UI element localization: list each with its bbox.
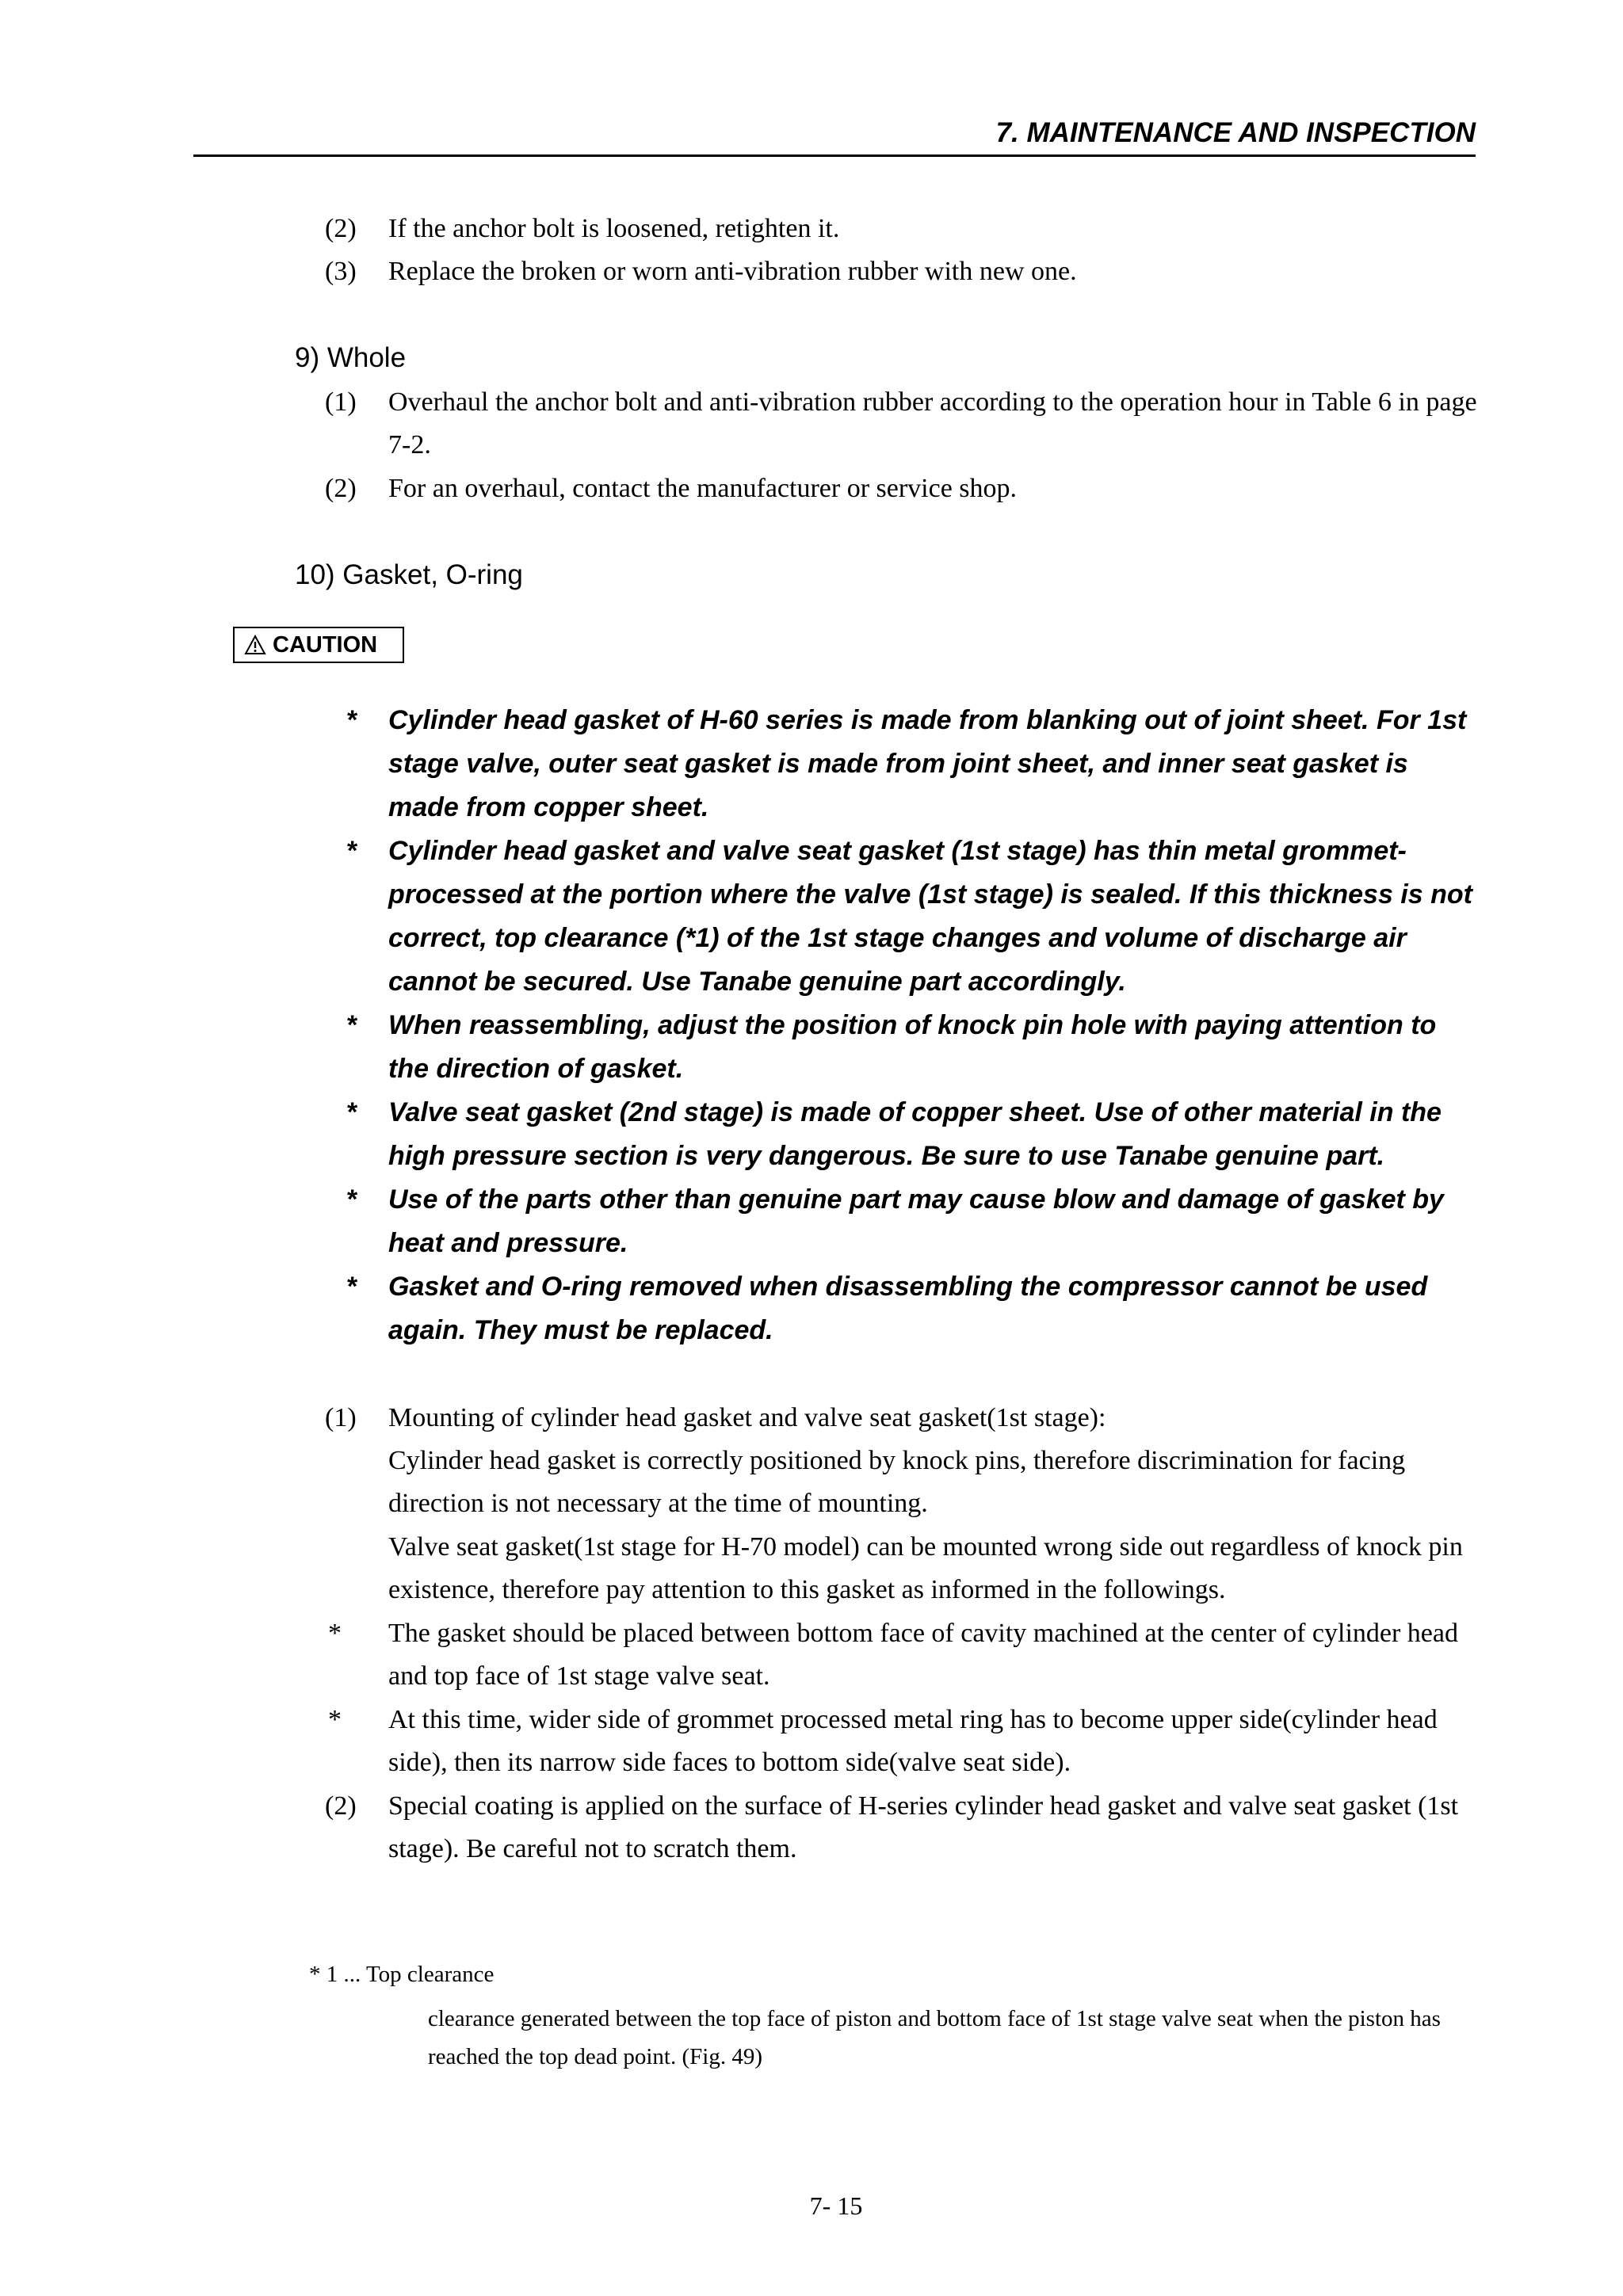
list-item-text: Overhaul the anchor bolt and anti-vibration rubber according to the operation hour in Table 6 in page 7-2. bbox=[388, 387, 1477, 460]
list-number: (2) bbox=[325, 474, 357, 503]
list-number: (1) bbox=[325, 1403, 357, 1432]
list-item-text: The gasket should be placed between bottom face of cavity machined at the center of cylinder head and top face of 1st stage valve seat. bbox=[388, 1619, 1458, 1691]
paragraph: Cylinder head gasket is correctly positioned by knock pins, therefore discrimination for facing direction is not necessary at the time of mounting. bbox=[388, 1446, 1406, 1518]
list-item-text: At this time, wider side of grommet processed metal ring has to become upper side(cylinder head side), then its narrow side faces to bottom side(valve seat side). bbox=[388, 1705, 1438, 1777]
caution-bullet-list bbox=[347, 699, 1480, 1352]
caution-bullet: * Valve seat gasket (2nd stage) is made of copper sheet. Use of other material in the high pressure section is very dangerous. Be sure to use Tanabe genuine part. bbox=[347, 1097, 1442, 1171]
page-number: 7- 15 bbox=[809, 2191, 863, 2220]
caution-bullet: * Use of the parts other than genuine part may cause blow and damage of gasket by heat and pressure. bbox=[347, 1184, 1444, 1258]
caution-box bbox=[233, 627, 404, 663]
list-item-text: For an overhaul, contact the manufacturer or service shop. bbox=[388, 474, 1018, 503]
warning-triangle-icon bbox=[244, 635, 266, 655]
header-title: 7. MAINTENANCE AND INSPECTION bbox=[995, 117, 1476, 148]
footnote-label: * 1 ... Top clearance bbox=[309, 1962, 495, 1987]
list-number: (2) bbox=[325, 1791, 357, 1821]
star-marker: * bbox=[328, 1705, 342, 1734]
section-heading-whole: 9) Whole bbox=[295, 342, 407, 373]
footnote-text: clearance generated between the top face of piston and bottom face of 1st stage valve seat when the piston has reached the top dead point. (Fig. 49) bbox=[428, 2006, 1441, 2069]
paragraph: Valve seat gasket(1st stage for H-70 model) can be mounted wrong side out regardless of knock pin existence, therefore pay attention to this gasket as informed in the followings. bbox=[388, 1532, 1463, 1604]
caution-bullet: * Cylinder head gasket of H-60 series is made from blanking out of joint sheet. For 1st stage valve, outer seat gasket is made from joint sheet, and inner seat gasket is made from copper sheet. bbox=[347, 705, 1467, 822]
list-item-text: Special coating is applied on the surface of H-series cylinder head gasket and valve seat gasket (1st stage). Be careful not to scratch them. bbox=[388, 1791, 1459, 1863]
caution-label: CAUTION bbox=[273, 631, 378, 658]
list-number: (1) bbox=[325, 387, 357, 417]
list-item-title: Mounting of cylinder head gasket and valve seat gasket(1st stage): bbox=[388, 1403, 1106, 1432]
caution-bullet: * When reassembling, adjust the position of knock pin hole with paying attention to the direction of gasket. bbox=[347, 1010, 1437, 1084]
section-heading-gasket: 10) Gasket, O-ring bbox=[295, 559, 523, 590]
caution-bullet: * Gasket and O-ring removed when disassembling the compressor cannot be used again. They must be replaced. bbox=[347, 1272, 1428, 1345]
caution-bullet: * Cylinder head gasket and valve seat gasket (1st stage) has thin metal grommet-processed at the portion where the valve (1st stage) is sealed. If this thickness is not correct, top clearance (*1) of the 1st stage changes and volume of discharge air cannot be secured. Use Tanabe genuine part accordingly. bbox=[347, 836, 1472, 997]
list-number: (3) bbox=[325, 257, 357, 286]
list-item-text: Replace the broken or worn anti-vibration rubber with new one. bbox=[388, 257, 1077, 286]
list-number: (2) bbox=[325, 214, 357, 243]
list-item-text: If the anchor bolt is loosened, retighten it. bbox=[388, 214, 840, 243]
star-marker: * bbox=[328, 1619, 342, 1648]
header-rule bbox=[193, 154, 1476, 157]
